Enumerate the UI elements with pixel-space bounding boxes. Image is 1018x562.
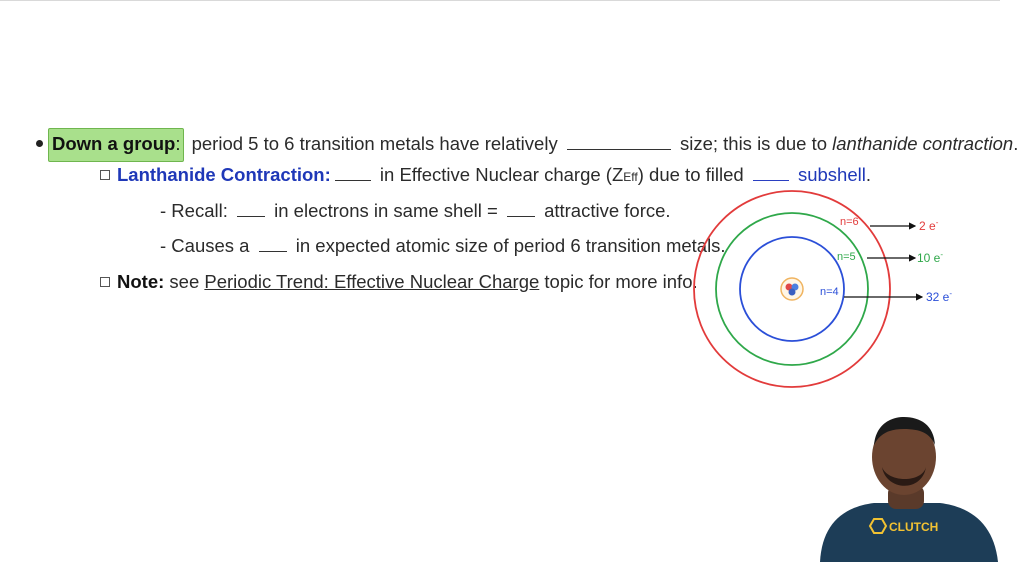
presenter-video: [812, 405, 1000, 562]
subshell-word: subshell: [792, 164, 866, 185]
lanthanide-contraction-item: Lanthanide Contraction: in Effective Nuclear charge (ZEff) due to filled subshell.: [100, 164, 871, 188]
checkbox-icon: [100, 170, 110, 180]
blank-subshell: [753, 166, 789, 181]
causes-item: - Causes a in expected atomic size of period 6 transition metals.: [160, 235, 726, 256]
electron-shell-diagram: [680, 205, 980, 405]
line1-text-a: period 5 to 6 transition metals have relatively: [186, 133, 563, 154]
line1-text-b: size; this is due to: [674, 133, 833, 154]
label-n5: n=5: [837, 251, 856, 263]
bullet-icon: [36, 140, 43, 147]
top-divider: [0, 0, 1000, 1]
blank-recall-2: [507, 202, 535, 217]
checkbox-icon: [100, 277, 110, 287]
lanthanide-contraction-title: Lanthanide Contraction:: [117, 164, 331, 185]
electrons-n4: 32 e-: [926, 289, 953, 304]
note-label: Note:: [117, 271, 165, 292]
effective-nuclear-charge-link[interactable]: Periodic Trend: Effective Nuclear Charge: [204, 271, 540, 292]
note-item: Note: see Periodic Trend: Effective Nuclear Charge topic for more info.: [100, 271, 698, 293]
shirt-logo-text: CLUTCH: [889, 520, 939, 534]
electrons-n5: 10 e-: [917, 250, 944, 265]
blank-recall-1: [237, 202, 265, 217]
blank-size: [567, 135, 671, 150]
neutron-icon: [789, 289, 796, 296]
highlight-down-a-group: Down a group:: [48, 128, 184, 162]
blank-causes: [259, 237, 287, 252]
electrons-n6: 2 e-: [919, 218, 939, 233]
label-n4: n=4: [820, 286, 839, 298]
bullet-down-a-group: Down a group: period 5 to 6 transition metals have relatively size; this is due to lanthanide contraction.: [36, 128, 1018, 162]
zeff-subscript: Eff: [623, 170, 638, 184]
recall-item: - Recall: in electrons in same shell = attractive force.: [160, 200, 671, 221]
lanthanide-contraction-italic: lanthanide contraction: [832, 133, 1014, 154]
blank-change: [335, 166, 371, 181]
label-n6: n=6: [840, 216, 859, 228]
